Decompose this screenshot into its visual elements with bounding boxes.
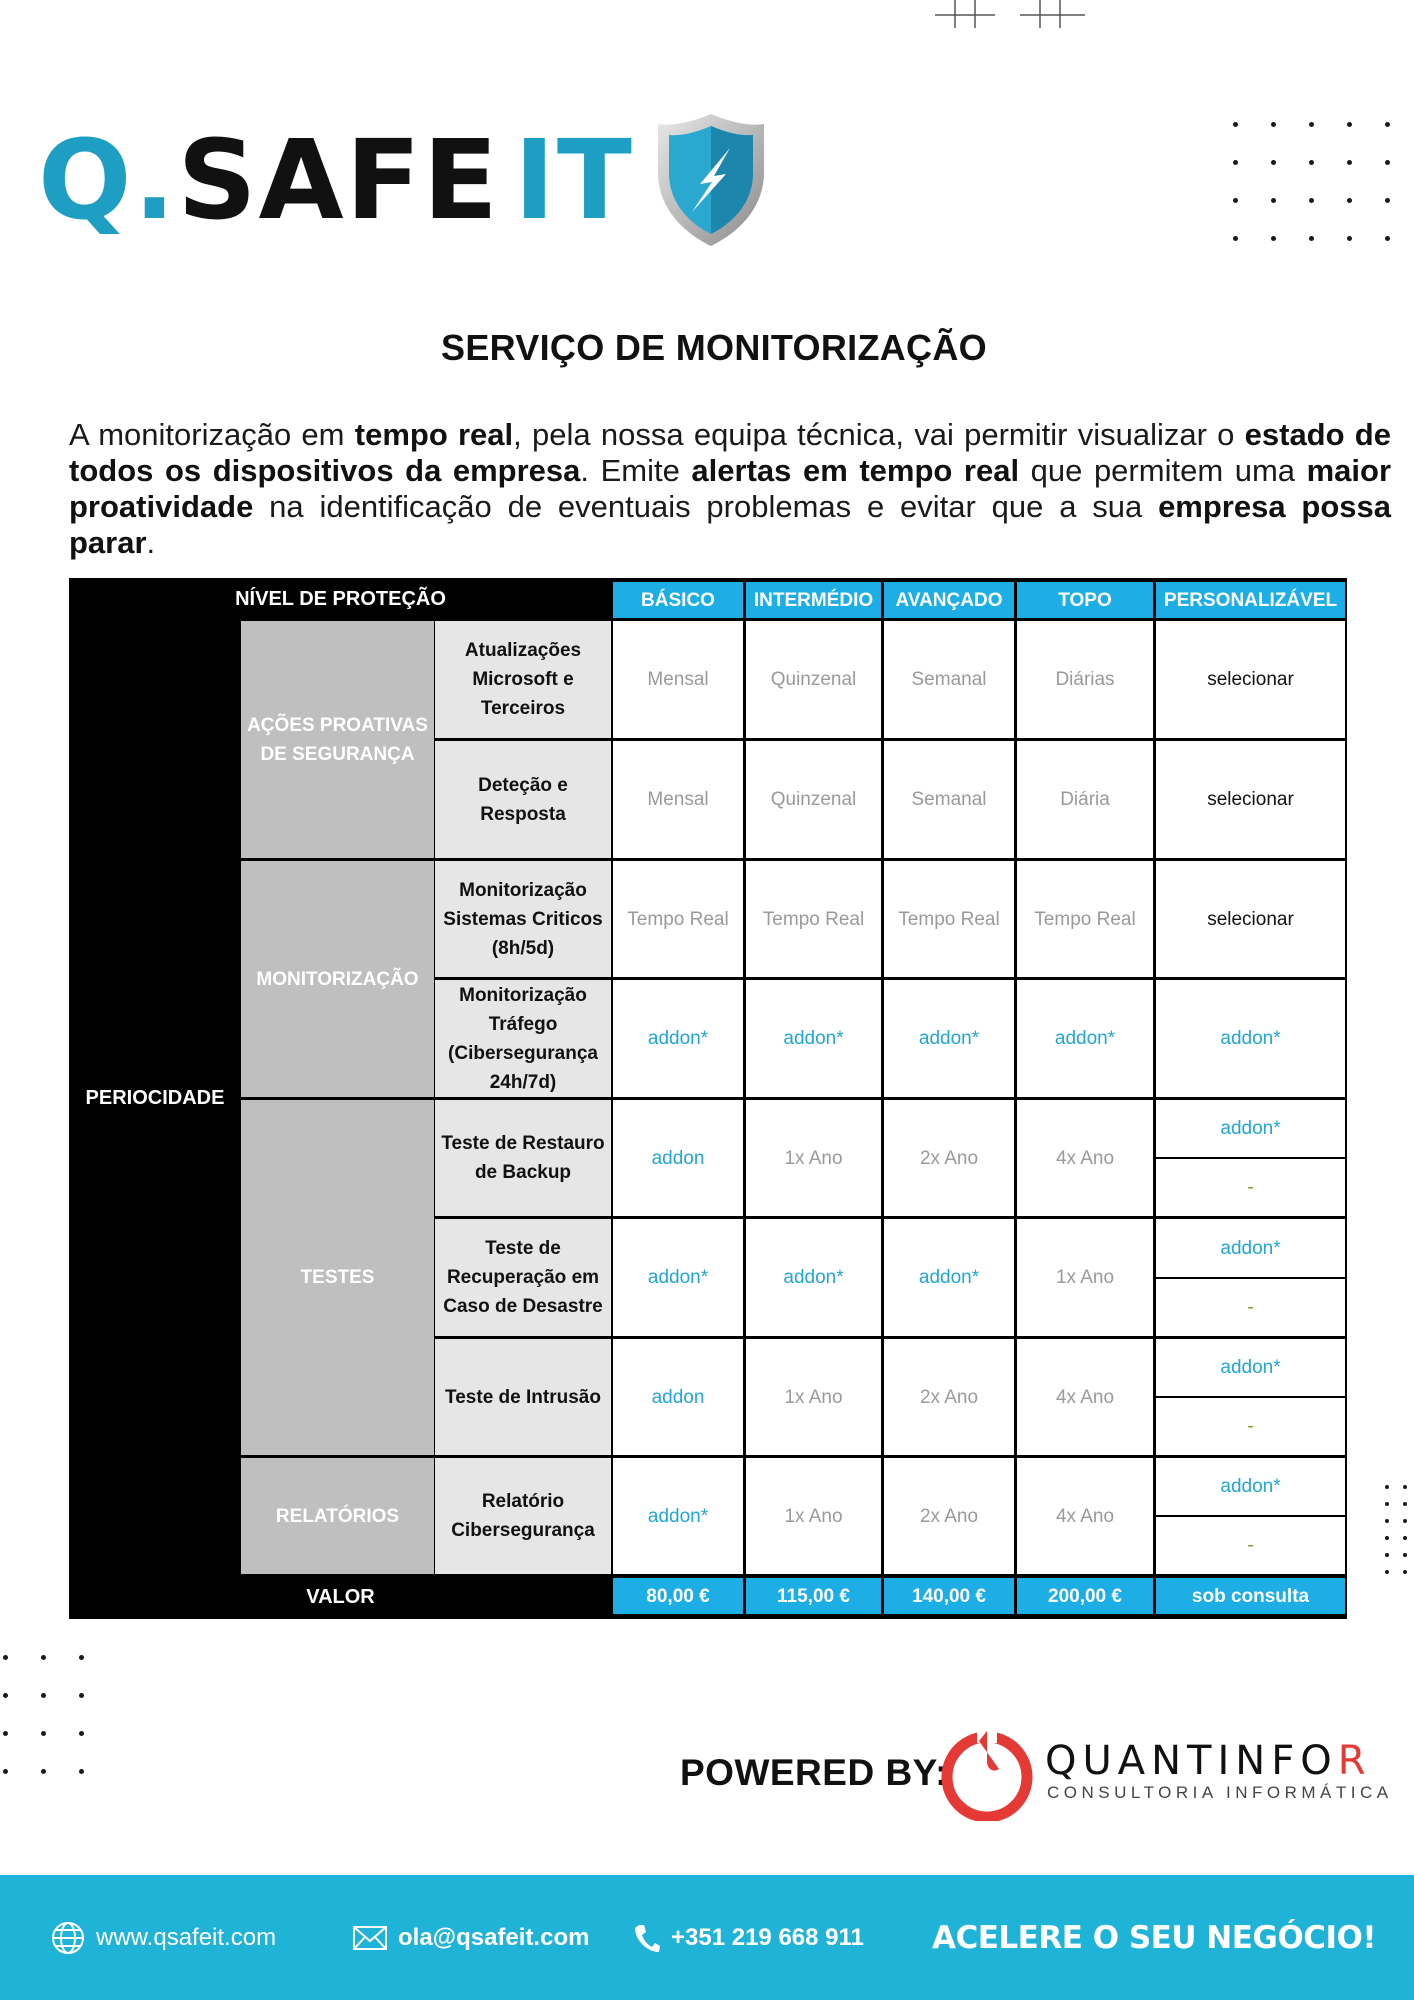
price-cell: sob consulta xyxy=(1156,1578,1345,1614)
email-text: ola@qsafeit.com xyxy=(398,1923,590,1951)
dot xyxy=(3,1693,8,1698)
dot xyxy=(1403,1553,1407,1557)
cross-decoration xyxy=(935,0,1085,30)
select-option-button[interactable]: selecionar xyxy=(1156,621,1345,738)
custom-value: - xyxy=(1156,1517,1345,1574)
plan-value: 2x Ano xyxy=(884,1100,1014,1216)
custom-value: addon* xyxy=(1156,1100,1345,1157)
plan-value: Tempo Real xyxy=(613,861,743,977)
dot xyxy=(41,1655,46,1660)
service-item: Monitorização Sistemas Criticos (8h/5d) xyxy=(435,861,611,977)
intro-emphasis: maior proatividade xyxy=(69,453,1392,524)
website-link[interactable] xyxy=(50,1875,276,2000)
intro-text: na identificação de eventuais problemas e evitar que a sua xyxy=(253,489,1159,524)
table-header-label: NÍVEL DE PROTEÇÃO xyxy=(235,587,446,610)
category-cell: RELATÓRIOS xyxy=(241,1458,434,1574)
service-item: Deteção e Resposta xyxy=(435,741,611,858)
plan-value: addon* xyxy=(613,1458,743,1574)
dot xyxy=(1385,1502,1389,1506)
phone-text: +351 219 668 911 xyxy=(671,1923,864,1951)
custom-value: - xyxy=(1156,1398,1345,1455)
plan-value: addon* xyxy=(884,1219,1014,1336)
dot xyxy=(41,1731,46,1736)
service-item: Teste de Intrusão xyxy=(435,1339,611,1455)
email-link[interactable] xyxy=(352,1875,589,2000)
intro-text: A monitorização em xyxy=(69,417,355,452)
quantinfor-name: QUANTINFOR xyxy=(1045,1738,1372,1784)
dot xyxy=(1385,236,1390,241)
category-cell: TESTES xyxy=(241,1100,434,1455)
mail-icon xyxy=(352,1924,388,1952)
dot xyxy=(41,1693,46,1698)
price-cell: 80,00 € xyxy=(613,1578,743,1614)
dot xyxy=(1233,198,1238,203)
logo-q: Q. xyxy=(38,116,178,244)
dot xyxy=(1271,160,1276,165)
dot xyxy=(3,1769,8,1774)
service-item: Relatório Cibersegurança xyxy=(435,1458,611,1574)
plan-value: Mensal xyxy=(613,621,743,738)
service-item: Teste de Restauro de Backup xyxy=(435,1100,611,1216)
dot xyxy=(1271,122,1276,127)
intro-emphasis: tempo real xyxy=(354,417,514,452)
plan-value: 2x Ano xyxy=(884,1458,1014,1574)
dot xyxy=(1271,198,1276,203)
plan-value: Semanal xyxy=(884,621,1014,738)
intro-text: , pela nossa equipa técnica, vai permitir visualizar o xyxy=(513,417,1245,452)
plan-value: 1x Ano xyxy=(746,1100,881,1216)
plan-value: Diárias xyxy=(1017,621,1153,738)
dot xyxy=(1309,160,1314,165)
intro-emphasis: empresa possa parar xyxy=(69,489,1392,560)
dot xyxy=(1309,122,1314,127)
select-option-button[interactable]: selecionar xyxy=(1156,741,1345,858)
plan-value: addon xyxy=(613,1100,743,1216)
dot xyxy=(79,1731,84,1736)
category-cell: AÇÕES PROATIVAS DE SEGURANÇA xyxy=(241,621,434,858)
dot xyxy=(41,1769,46,1774)
plan-value: 2x Ano xyxy=(884,1339,1014,1455)
price-cell: 140,00 € xyxy=(884,1578,1014,1614)
page-title: SERVIÇO DE MONITORIZAÇÃO xyxy=(441,327,987,368)
custom-value: - xyxy=(1156,1159,1345,1216)
phone-icon xyxy=(633,1922,661,1954)
custom-value: addon* xyxy=(1156,1458,1345,1515)
plan-value: Tempo Real xyxy=(884,861,1014,977)
dots-decoration-top-right xyxy=(1233,122,1390,241)
dot xyxy=(1403,1570,1407,1574)
qsafeit-logo xyxy=(38,105,770,255)
dots-decoration-bottom-left xyxy=(3,1655,84,1774)
dots-decoration-right xyxy=(1385,1485,1407,1574)
intro-text: . Emite xyxy=(580,453,692,488)
pricing-table xyxy=(69,578,1347,1619)
dot xyxy=(1309,236,1314,241)
custom-value: addon* xyxy=(1156,1339,1345,1396)
plan-value: Mensal xyxy=(613,741,743,858)
dot xyxy=(79,1655,84,1660)
intro-text: que permitem uma xyxy=(1019,453,1307,488)
intro-emphasis: estado de todos os dispositivos da empresa xyxy=(69,417,1391,488)
dot xyxy=(1233,160,1238,165)
globe-icon xyxy=(50,1920,86,1956)
plan-value: 1x Ano xyxy=(746,1339,881,1455)
dot xyxy=(1347,160,1352,165)
dot xyxy=(3,1655,8,1660)
logo-it: IT xyxy=(513,116,634,244)
dot xyxy=(1385,1519,1389,1523)
quantinfor-logo-icon xyxy=(933,1727,1041,1821)
dot xyxy=(1403,1519,1407,1523)
dot xyxy=(1385,1553,1389,1557)
plan-value: addon* xyxy=(746,1219,881,1336)
dot xyxy=(1233,122,1238,127)
dot xyxy=(1403,1536,1407,1540)
dot xyxy=(1385,160,1390,165)
logo-safe: SAFE xyxy=(177,116,500,244)
service-item: Teste de Recuperação em Caso de Desastre xyxy=(435,1219,611,1336)
price-cell: 200,00 € xyxy=(1017,1578,1153,1614)
plan-value: addon* xyxy=(884,980,1014,1097)
dot xyxy=(1347,236,1352,241)
select-option-button[interactable]: selecionar xyxy=(1156,861,1345,977)
intro-paragraph xyxy=(69,417,1391,561)
plan-header: PERSONALIZÁVEL xyxy=(1156,582,1345,618)
phone-link[interactable] xyxy=(633,1875,864,2000)
price-row-label: VALOR xyxy=(306,1586,375,1608)
intro-text: . xyxy=(146,525,156,560)
plan-value: Quinzenal xyxy=(746,621,881,738)
plan-value: 4x Ano xyxy=(1017,1100,1153,1216)
service-item: Monitorização Tráfego (Cibersegurança 24h/7d) xyxy=(435,980,611,1097)
category-cell: MONITORIZAÇÃO xyxy=(241,861,434,1097)
plan-header: BÁSICO xyxy=(613,582,743,618)
plan-value: 4x Ano xyxy=(1017,1458,1153,1574)
plan-header: INTERMÉDIO xyxy=(746,582,881,618)
website-text: www.qsafeit.com xyxy=(96,1923,277,1951)
footer-bar xyxy=(0,1875,1414,2000)
plan-value: addon* xyxy=(746,980,881,1097)
shield-icon xyxy=(652,110,770,250)
dot xyxy=(1347,122,1352,127)
dot xyxy=(1385,122,1390,127)
dot xyxy=(79,1769,84,1774)
dot xyxy=(1385,1485,1389,1489)
plan-value: addon* xyxy=(613,1219,743,1336)
periodicity-label: PERIOCIDADE xyxy=(85,1086,225,1109)
plan-value: addon* xyxy=(613,980,743,1097)
dot xyxy=(1347,198,1352,203)
plan-header: AVANÇADO xyxy=(884,582,1014,618)
custom-value: addon* xyxy=(1156,980,1345,1097)
dot xyxy=(1233,236,1238,241)
dot xyxy=(79,1693,84,1698)
dot xyxy=(1385,1570,1389,1574)
dot xyxy=(3,1731,8,1736)
dot xyxy=(1403,1485,1407,1489)
dot xyxy=(1403,1502,1407,1506)
powered-by-label: POWERED BY: xyxy=(680,1752,948,1793)
quantinfor-subtitle: CONSULTORIA INFORMÁTICA xyxy=(1047,1783,1393,1802)
plan-value: Quinzenal xyxy=(746,741,881,858)
plan-value: 1x Ano xyxy=(1017,1219,1153,1336)
service-item: Atualizações Microsoft e Terceiros xyxy=(435,621,611,738)
dot xyxy=(1309,198,1314,203)
dot xyxy=(1385,1536,1389,1540)
plan-header: TOPO xyxy=(1017,582,1153,618)
dot xyxy=(1271,236,1276,241)
intro-emphasis: alertas em tempo real xyxy=(691,453,1020,488)
price-cell: 115,00 € xyxy=(746,1578,881,1614)
dot xyxy=(1385,198,1390,203)
plan-value: Tempo Real xyxy=(1017,861,1153,977)
plan-value: 1x Ano xyxy=(746,1458,881,1574)
slogan: ACELERE O SEU NEGÓCIO! xyxy=(932,1919,1376,1956)
plan-value: addon* xyxy=(1017,980,1153,1097)
custom-value: - xyxy=(1156,1279,1345,1336)
plan-value: addon xyxy=(613,1339,743,1455)
plan-value: Diária xyxy=(1017,741,1153,858)
plan-value: Tempo Real xyxy=(746,861,881,977)
plan-value: 4x Ano xyxy=(1017,1339,1153,1455)
custom-value: addon* xyxy=(1156,1219,1345,1277)
plan-value: Semanal xyxy=(884,741,1014,858)
